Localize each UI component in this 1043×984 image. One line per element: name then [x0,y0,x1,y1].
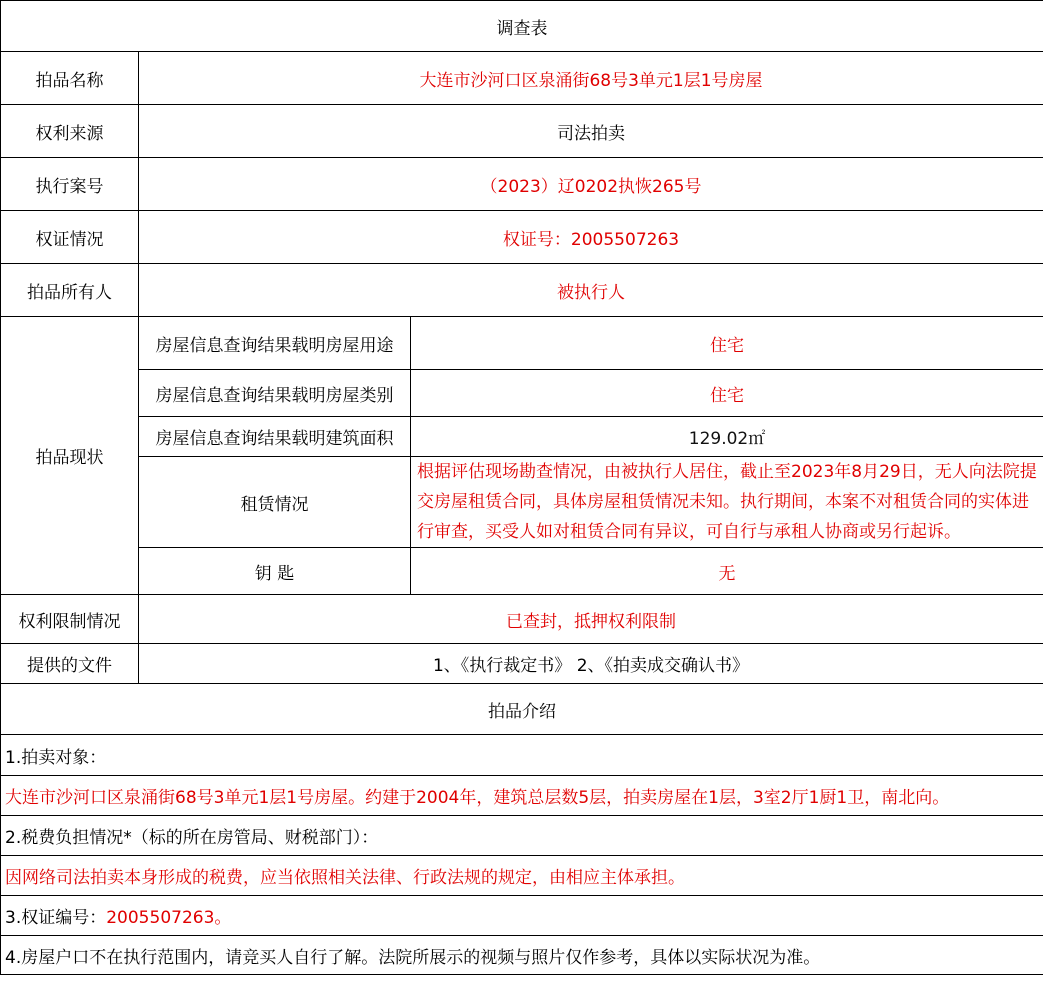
case-number-value: （2023）辽0202执恢265号 [139,158,1043,211]
intro-line-3: 2.税费负担情况*（标的所在房管局、财税部门）： [1,816,1043,856]
intro-line-6: 4.房屋户口不在执行范围内，请竞买人自行了解。法院所展示的视频与照片仅作参考，具体以实际状况为准。 [1,936,1043,975]
lease-value: 根据评估现场勘查情况，由被执行人居住，截止至2023年8月29日，无人向法院提交房屋租赁合同，具体房屋租赁情况未知。执行期间，本案不对租赁合同的实体进行审查，买受人如对租赁合同有异议，可自行与承租人协商或另行起诉。 [411,457,1043,548]
category-label: 房屋信息查询结果载明房屋类别 [139,370,411,417]
usage-label: 房屋信息查询结果载明房屋用途 [139,317,411,370]
keys-label: 钥 匙 [139,548,411,595]
intro-heading: 拍品介绍 [1,684,1043,735]
owner-value: 被执行人 [139,264,1043,317]
item-name-label: 拍品名称 [1,52,139,105]
lease-label: 租赁情况 [139,457,411,548]
item-name-value: 大连市沙河口区泉涌街68号3单元1层1号房屋 [139,52,1043,105]
intro-line-1: 1.拍卖对象： [1,735,1043,776]
rights-source-value: 司法拍卖 [139,105,1043,158]
documents-label: 提供的文件 [1,644,139,684]
rights-source-label: 权利来源 [1,105,139,158]
intro-line-4: 因网络司法拍卖本身形成的税费，应当依照相关法律、行政法规的规定，由相应主体承担。 [1,856,1043,896]
certificate-label: 权证情况 [1,211,139,264]
case-number-label: 执行案号 [1,158,139,211]
usage-value: 住宅 [411,317,1043,370]
intro-line-2: 大连市沙河口区泉涌街68号3单元1层1号房屋。约建于2004年，建筑总层数5层，拍卖房屋在1层，3室2厅1厨1卫，南北向。 [1,776,1043,816]
intro-line-5-text: 3.权证编号：2005507263。 [5,908,232,928]
restriction-label: 权利限制情况 [1,595,139,644]
restriction-value: 已查封，抵押权利限制 [139,595,1043,644]
documents-value: 1、《执行裁定书》 2、《拍卖成交确认书》 [139,644,1043,684]
owner-label: 拍品所有人 [1,264,139,317]
status-label: 拍品现状 [1,317,139,595]
keys-value: 无 [411,548,1043,595]
intro-line-5 [1,896,1043,936]
category-value: 住宅 [411,370,1043,417]
area-value: 129.02㎡ [411,417,1043,457]
area-label: 房屋信息查询结果载明建筑面积 [139,417,411,457]
certificate-value: 权证号：2005507263 [139,211,1043,264]
table-title: 调查表 [1,1,1043,52]
